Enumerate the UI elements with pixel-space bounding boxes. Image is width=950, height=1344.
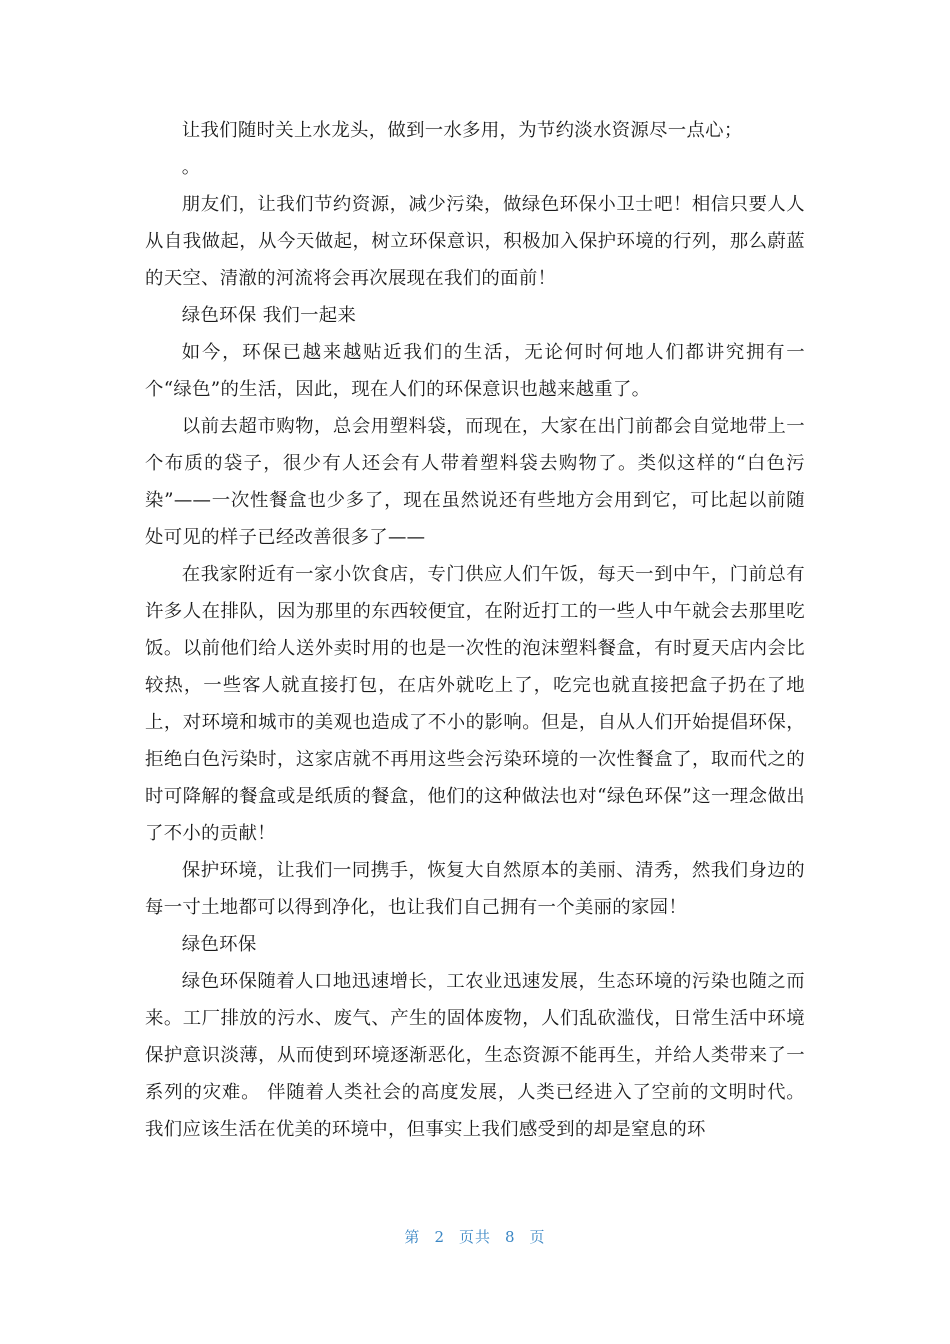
footer-total-pages: 8 [505, 1228, 516, 1246]
paragraph: 以前去超市购物，总会用塑料袋，而现在，大家在出门前都会自觉地带上一个布质的袋子，很少有人还会有人带着塑料袋去购物了。类似这样的“白色污染”——一次性餐盒也少多了，现在虽然说还有些地方会用到它，可比起以前随处可见的样子已经改善很多了—— [145, 416, 805, 548]
paragraph: 让我们随时关上水龙头，做到一水多用，为节约淡水资源尽一点心； [181, 120, 743, 141]
paragraph: 。 [181, 157, 201, 178]
paragraph: 保护环境，让我们一同携手，恢复大自然原本的美丽、清秀，然我们身边的每一寸土地都可以得到净化，也让我们自己拥有一个美丽的家园！ [145, 860, 805, 918]
paragraph: 绿色环保随着人口地迅速增长，工农业迅速发展，生态环境的污染也随之而来。工厂排放的污水、废气、产生的固体废物，人们乱砍滥伐，日常生活中环境保护意识淡薄，从而使到环境逐渐恶化，生态资源不能再生，并给人类带来了一系列的灾难。 伴随着人类社会的高度发展，人类已经进入了空前的文明时代。我们应该生活在优美的环境中，但事实上我们感受到的却是窒息的环 [145, 971, 805, 1140]
footer-di: 第 [404, 1228, 421, 1246]
paragraph: 朋友们，让我们节约资源，减少污染，做绿色环保小卫士吧！相信只要人人从自我做起，从今天做起，树立环保意识，积极加入保护环境的行列，那么蔚蓝的天空、清澈的河流将会再次展现在我们的面前！ [145, 194, 805, 289]
document-body [145, 112, 805, 1148]
footer-ye: 页 [529, 1228, 546, 1246]
footer-page-number: 2 [434, 1228, 445, 1246]
paragraph: 如今，环保已越来越贴近我们的生活，无论何时何地人们都讲究拥有一个“绿色”的生活，因此，现在人们的环保意识也越来越重了。 [145, 342, 805, 400]
section-heading: 绿色环保 [181, 934, 257, 955]
paragraph: 在我家附近有一家小饮食店，专门供应人们午饭，每天一到中午，门前总有许多人在排队，因为那里的东西较便宜，在附近打工的一些人中午就会去那里吃饭。以前他们给人送外卖时用的也是一次性的泡沫塑料餐盒，有时夏天店内会比较热，一些客人就直接打包，在店外就吃上了，吃完也就直接把盒子扔在了地上，对环境和城市的美观也造成了不小的影响。但是，自从人们开始提倡环保，拒绝白色污染时，这家店就不再用这些会污染环境的一次性餐盒了，取而代之的时可降解的餐盒或是纸质的餐盒，他们的这种做法也对“绿色环保”这一理念做出了不小的贡献！ [145, 564, 805, 844]
footer-ye-gong: 页共 [458, 1228, 491, 1246]
page-footer [0, 1226, 950, 1247]
section-heading: 绿色环保 我们一起来 [181, 305, 357, 326]
